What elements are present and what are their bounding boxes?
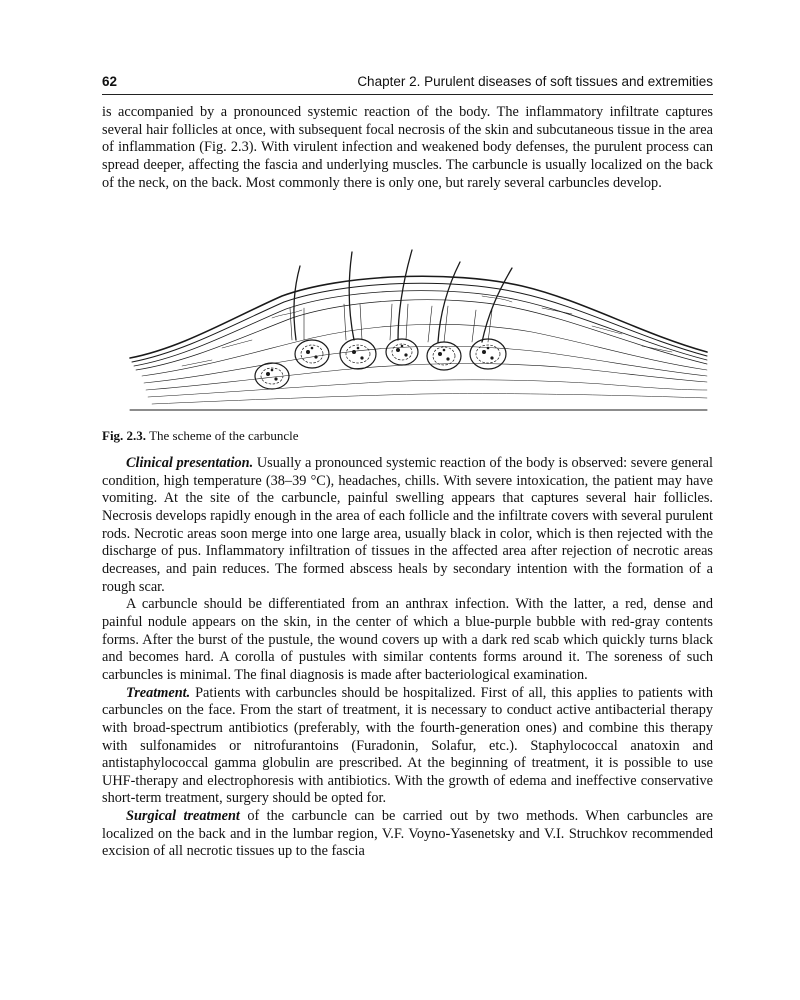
surgical-text: of the carbuncle can be carried out by two methods. When carbuncles are localized on the back and in the lumbar region, V.F. Voyno-Yasenetsky and V.I. Struchkov recommended excision of all necrotic tissues up to the fascia xyxy=(102,808,713,860)
carbuncle-illustration xyxy=(122,248,712,418)
surgical-heading: Surgical treatment xyxy=(126,808,240,825)
running-head: Chapter 2. Purulent diseases of soft tissues and extremities xyxy=(357,74,713,89)
anthrax-text: A carbuncle should be differentiated from an anthrax infection. With the latter, a red, dense and painful nodule appears on the skin, in the center of which a blue-purple bubble with red-gray contents forms. After the burst of the pustule, the wound covers up with a dark red scab which quickly turns black and becomes hard. A corolla of pustules with similar contents forms around it. The soreness of such carbuncles is minimal. The final diagnosis is made after bacteriological examination. xyxy=(102,596,713,683)
necrotic-focus-3 xyxy=(340,339,376,369)
treatment-paragraph xyxy=(102,685,713,809)
hair-shaft-1 xyxy=(294,266,300,340)
necrotic-focus-4 xyxy=(386,339,418,365)
page-number: 62 xyxy=(102,74,118,89)
hair-shaft-4 xyxy=(438,262,460,342)
clinical-paragraph xyxy=(102,455,713,596)
treatment-text: Patients with carbuncles should be hospitalized. First of all, this applies to patients with carbuncles on the face. From the start of treatment, it is necessary to conduct active antibacterial therapy with broad-spectrum antibiotics (preferably, with the fourth-generation ones) and combine this therapy with sulfonamides or nitrofurantoins (Furadonin, Solafur, etc.). Staphylococcal anatoxin and antistaphylococcal gamma globulin are prescribed. At the beginning of treatment, it is possible to use UHF-therapy and electrophoresis with antibiotics. With the growth of edema and ineffective conservative short-term treatment, surgery should be opted for. xyxy=(102,684,714,807)
clinical-heading: Clinical presentation. xyxy=(126,455,254,471)
figure-caption-text: The scheme of the carbuncle xyxy=(149,428,299,443)
epidermis-line-2 xyxy=(134,291,707,366)
epidermis-line-3 xyxy=(136,300,707,370)
figure-caption xyxy=(102,428,299,444)
skin-surface xyxy=(130,276,707,358)
carbuncle-figure xyxy=(122,248,712,418)
page-header xyxy=(102,72,713,95)
treatment-heading: Treatment. xyxy=(126,684,191,701)
necrotic-focus-2 xyxy=(295,340,329,368)
hair-shaft-2 xyxy=(349,252,354,340)
body-text xyxy=(102,455,713,861)
epidermis-line-1 xyxy=(132,283,707,362)
hair-shaft-3 xyxy=(398,250,412,340)
figure-label: Fig. 2.3. xyxy=(102,428,147,443)
intro-paragraph: is accompanied by a pronounced systemic reaction of the body. The inflammatory infiltrate captures several hair follicles at once, with subsequent focal necrosis of the skin and subcutaneous tissue in the area of inflammation (Fig. 2.3). With virulent infection and weakened body defenses, the purulent process can spread deeper, affecting the fascia and underlying muscles. The carbuncle is usually localized on the back of the neck, on the back. Most commonly there is only one, but rarely several carbuncles develop. xyxy=(102,104,713,191)
intro-paragraph-block xyxy=(102,104,713,192)
anthrax-paragraph xyxy=(102,596,713,684)
clinical-text: Usually a pronounced systemic reaction of the body is observed: severe general condition, high temperature (38–39 °C), headaches, chills. With severe intoxication, the patient may have vomiting. At the site of the carbuncle, painful swelling appears that captures several hair follicles. Necrosis develops rapidly enough in the area of each follicle and the infiltrate covers with several purulent rods. Necrotic areas soon merge into one large area, usually black in color, which is then rejected with the discharge of pus. Inflammatory infiltration of tissues in the affected area after rejection of necrotic areas decreases, and pain reduces. The formed abscess heals by secondary intention with the formation of a rough scar. xyxy=(102,455,714,595)
surgical-paragraph xyxy=(102,808,713,861)
necrotic-focus-6 xyxy=(470,339,506,369)
